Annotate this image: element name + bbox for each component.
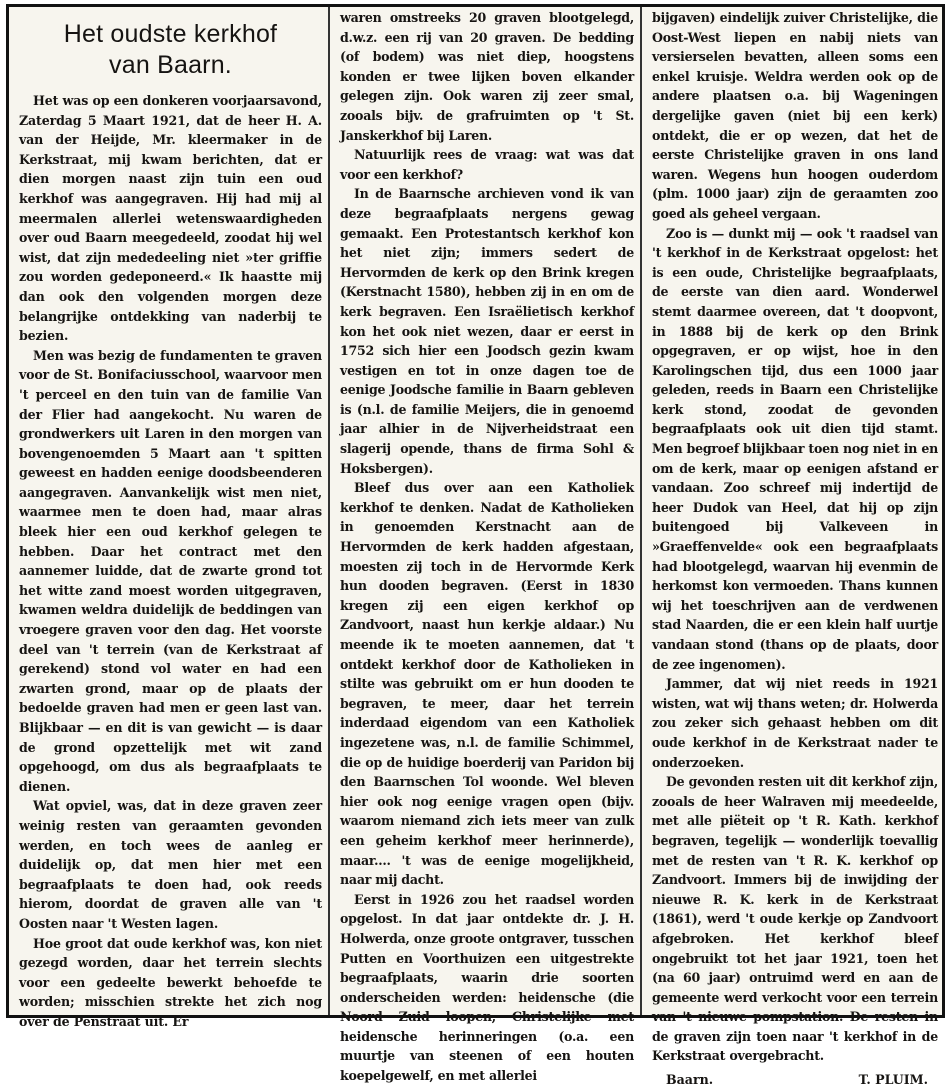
paragraph-continued: bijgaven) eindelijk zuiver Christelijke, die Oost-West liepen en nabij niets van versierselen bevatten, alleen soms een enkel kruisje. Weldra werden ook op de andere plaatsen o.a. bij Wageningen dergelijke gaven (niet bij een kerk) ontdekt, die er op wezen, dat het de eerste Christelijke graven in ons land waren. Wegens hun hoogen ouderdom (plm. 1000 jaar) zijn de geraamten zoo goed als geheel vergaan. bbox=[652, 10, 938, 221]
paragraph: Zoo is — dunkt mij — ook 't raadsel van 't kerkhof in de Kerkstraat opgelost: het is een oude, Christelijke begraafplaats, de eerste van dien aard. Wonderwel stemt daarmee overeen, dat 't doopvont, in 1888 bij de kerk op den Brink opgegraven, er op wijst, hoe in den Karolingschen tijd, dus een 1000 jaar geleden, reeds in Baarn een Christelijke kerk stond, zoodat de gevonden begraafplaats ook uit dien tijd stamt. Men begroef blijkbaar toen nog niet in en om de kerk, maar op eenigen afstand er vandaan. Zoo schreef mij indertijd de heer Dudok van Heel, dat hij op zijn buitengoed bij Valkeveen in »Graeffenvelde« ook een begraafplaats had blootgelegd, waarvan hij evenmin de herkomst kon vermoeden. Thans kunnen wij het toeschrijven aan de verdwenen stad Naarden, die er een klein half uurtje vandaan stond (thans op de plaats, door de zee ingenomen). bbox=[652, 225, 938, 672]
newspaper-clipping bbox=[6, 4, 945, 1088]
paragraph-continued: waren omstreeks 20 graven blootgelegd, d.w.z. een rij van 20 graven. De bedding (of bodem) was niet diep, hoogstens konden er twee lijken boven elkander gelegen zijn. Ook waren zij zeer smal, zooals bijv. de grafruimten op 't St. Janskerkhof bij Laren. bbox=[340, 10, 634, 143]
article-column-3 bbox=[640, 7, 942, 1088]
signature-author: T. PLUIM. bbox=[858, 1072, 928, 1088]
paragraph: Eerst in 1926 zou het raadsel worden opgelost. In dat jaar ontdekte dr. J. H. Holwerda, onze groote ontgraver, tusschen Putten en Voorthuizen een uitgestrekte begraafplaats, waarin drie soorten onderscheiden werden: heidensche (die Noord Zuid loopen, Christelijke met heidensche herinneringen (o.a. een muurtje van steenen of een houten koepelgewelf, en met allerlei bbox=[340, 891, 634, 1084]
paragraph: Natuurlijk rees de vraag: wat was dat voor een kerkhof? bbox=[340, 147, 634, 182]
article-title bbox=[19, 19, 322, 81]
article-column-2 bbox=[328, 7, 640, 1084]
paragraph: In de Baarnsche archieven vond ik van deze begraafplaats nergens gewag gemaakt. Een Protestantsch kerkhof kon het niet zijn; immers sedert de Hervormden de kerk op den Brink kregen (Kerstnacht 1580), hebben zij in en om de kerk begraven. Een Israëlietisch kerkhof kon het ook niet wezen, daar er eerst in 1752 sich hier een Joodsch gezin kwam vestigen en tot in onze dagen toe de eenige Joodsche familie in Baarn gebleven is (n.l. de familie Meijers, die in genoemd jaar alhier in de Nijverheidstraat een slagerij opende, thans de firma Sohl & Hoksbergen). bbox=[340, 186, 634, 476]
title-line-2: van Baarn. bbox=[109, 51, 232, 79]
paragraph: De gevonden resten uit dit kerkhof zijn, zooals de heer Walraven mij meedeelde, met alle piëteit op 't R. Kath. kerkhof begraven, tegelijk — wonderlijk toevallig met de resten van 't R. K. kerkhof op Zandvoort. Immers bij de inwijding der nieuwe R. K. kerk in de Kerkstraat (1861), werd 't oude kerkje op Zandvoort afgebroken. Het kerkhof bleef ongebruikt tot het jaar 1921, toen het (na 60 jaar) ontruimd werd en aan de gemeente werd verkocht voor een terrein van 't nieuwe pompstation. De resten in de graven zijn toen naar 't kerkhof in de Kerkstraat overgebracht. bbox=[652, 774, 938, 1064]
paragraph: Men was bezig de fundamenten te graven voor de St. Bonifaciusschool, waarvoor men 't perceel en den tuin van de familie Van der Flier had aangekocht. Nu waren de grondwerkers uit Laren in den morgen van bovengenoemden 5 Maart aan 't spitten geweest en hadden eenige doodsbeenderen aangegraven. Aanvankelijk wist men niet, waarmee men te doen had, maar alras bleek hier een oud kerkhof gelegen te hebben. Daar het contract met den aannemer luidde, dat de zwarte grond tot het witte zand moest worden uitgegraven, kwamen weldra duidelijk de beddingen van vroegere graven voor den dag. Het voorste deel van 't terrein (van de Kerkstraat af gerekend) stond vol water en had een zwarten grond, maar op de plaats der bedoelde graven had men er geen last van. Blijkbaar — en dit is van gewicht — is daar de grond opzettelijk met wit zand opgehoogd, om dus als begraafplaats te dienen. bbox=[19, 347, 322, 794]
paragraph: Wat opviel, was, dat in deze graven zeer weinig resten van geraamten gevonden werden, en toch wees de aanleg er duidelijk op, dat men hier met een begraafplaats te doen had, ook reeds hierom, doordat de graven alle van 't Oosten naar 't Westen lagen. bbox=[19, 798, 322, 931]
paragraph: Hoe groot dat oude kerkhof was, kon niet gezegd worden, daar het terrein slechts voor een gedeelte bewerkt behoefde te worden; misschien strekte het zich nog over de Penstraat uit. Er bbox=[19, 935, 322, 1029]
article-column-1 bbox=[9, 7, 328, 1029]
paragraph: Het was op een donkeren voorjaarsavond, Zaterdag 5 Maart 1921, dat de heer H. A. van der Heijde, Mr. kleermaker in de Kerkstraat, mij kwam berichten, dat er dien morgen naast zijn tuin een oud kerkhof was aangegraven. Hij had mij al meermalen allerlei wetenswaardigheden over oud Baarn meegedeeld, zoodat hij wel wist, dat zijn mededeeling niet »ter griffie zou worden gedeponeerd.« Ik haastte mij dan ook den volgenden morgen deze belangrijke ontdekking van naderbij te bezien. bbox=[19, 93, 322, 344]
paragraph: Bleef dus over aan een Katholiek kerkhof te denken. Nadat de Katholieken in genoemden Kerstnacht aan de Hervormden de kerk hadden afgestaan, moesten zij toch in de Hervormde Kerk hun dooden begraven. (Eerst in 1830 kregen zij een eigen kerkhof op Zandvoort, naast hun kerkje aldaar.) Nu meende ik te moeten aannemen, dat 't ontdekt kerkhof door de Katholieken in stilte was gebruikt om er hun dooden te begraven, te meer, daar het terrein inderdaad eigendom van een Katholiek ingezetene was, n.l. de familie Schimmel, die op de huidige boerderij van Paridon bij den Baarnschen Tol woonde. Wel bleven hier ook nog eenige vragen open (bijv. waarom niemand zich iets meer van zulk een geheim kerkhof meer herinnerde), maar.... 't was de eenige mogelijkheid, naar mij dacht. bbox=[340, 480, 634, 888]
signature-line bbox=[652, 1070, 938, 1090]
title-line-1: Het oudste kerkhof bbox=[63, 20, 278, 48]
signature-place: Baarn. bbox=[666, 1072, 714, 1088]
paragraph: Jammer, dat wij niet reeds in 1921 wisten, wat wij thans weten; dr. Holwerda zou zeker sich gehaast hebben om dit oude kerkhof in de Kerkstraat nader te onderzoeken. bbox=[652, 676, 938, 770]
